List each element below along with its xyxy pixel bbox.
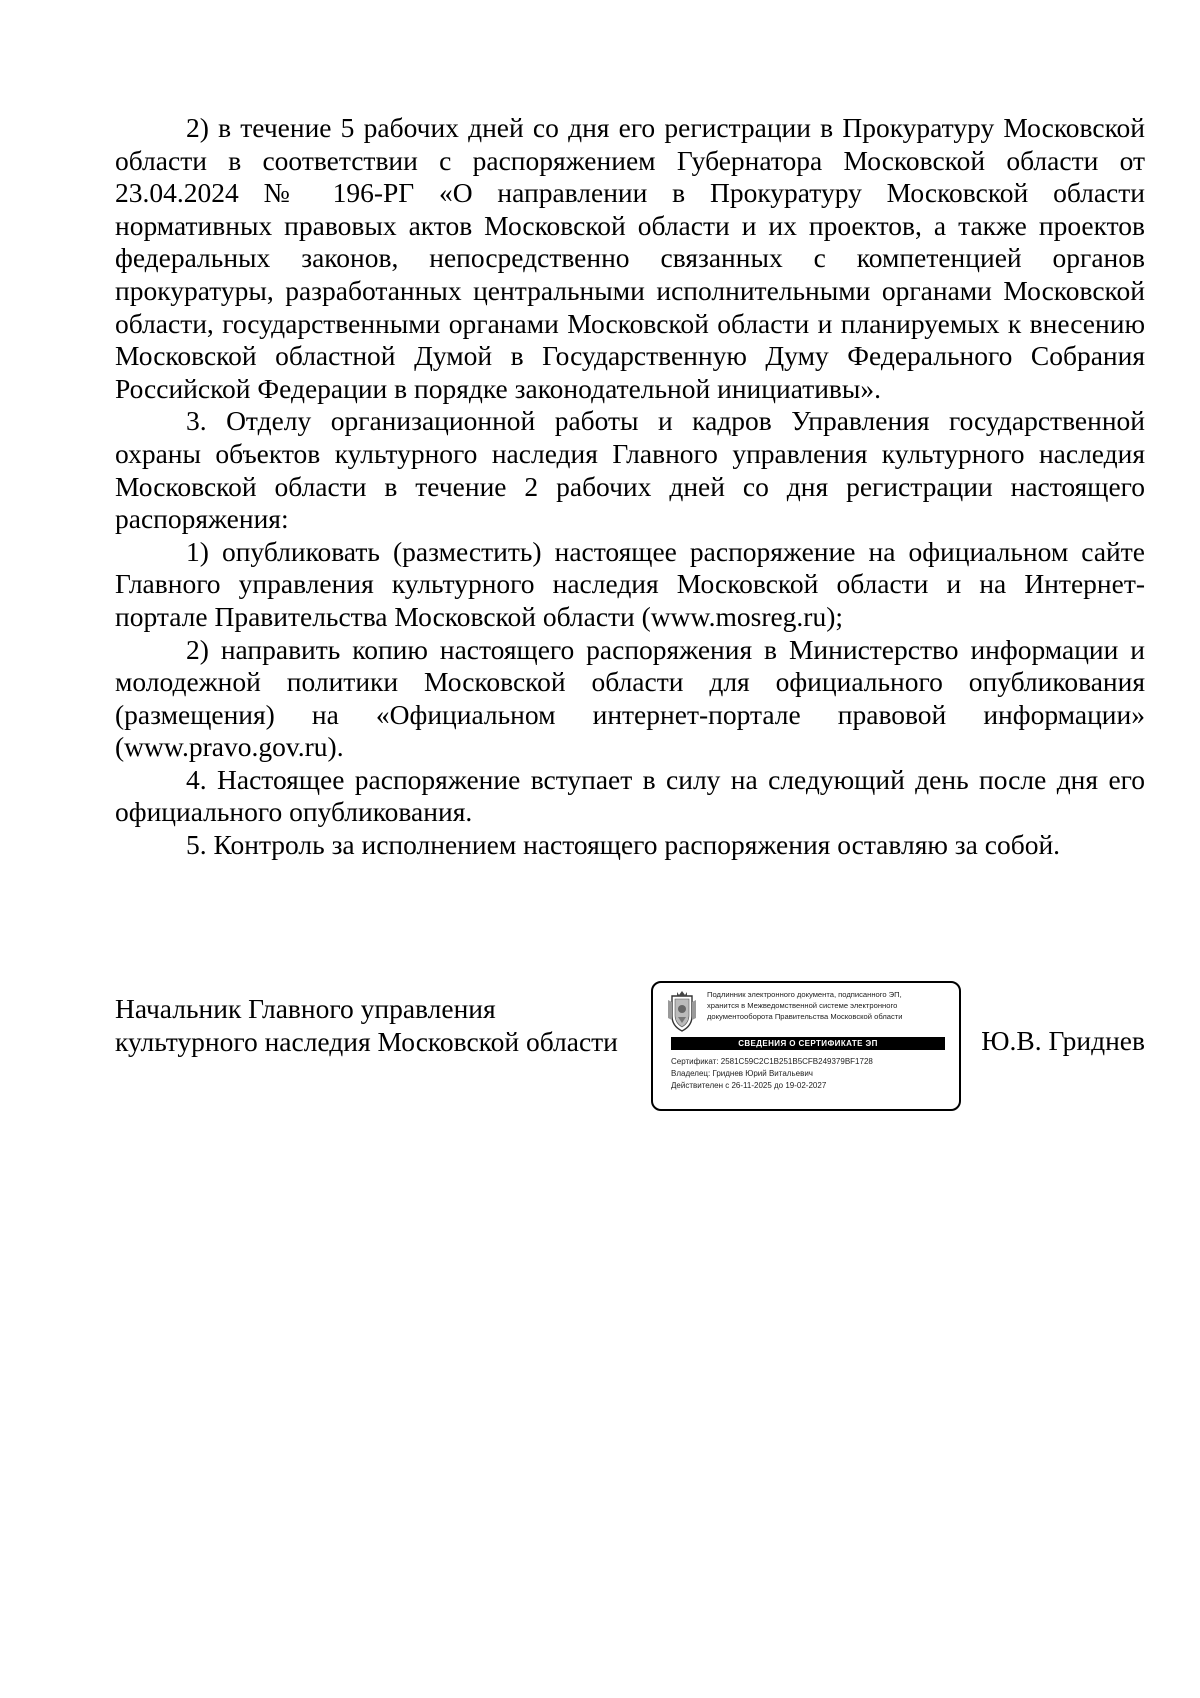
paragraph-item-2-prosecutor: 2) в течение 5 рабочих дней со дня его регистрации в Прокуратуру Московской области в соответствии с распоряжением Губернатора Московской области от 23.04.2024 № 196-РГ «О направлении в Прокуратуру Московской области нормативных правовых актов Московской области и их проектов, а также проектов федеральных законов, непосредственно связанных с компетенцией органов прокуратуры, разработанных центральными исполнительными органами Московской области, государственными органами Московской области и планируемых к внесению Московской областной Думой в Государственную Думу Федерального Собрания Российской Федерации в порядке законодательной инициативы». — [115, 112, 1145, 404]
ep-certificate-validity: Действителен с 26-11-2025 до 19-02-2027 — [671, 1081, 827, 1090]
ep-notice-line-1: Подлинник электронного документа, подписанного ЭП, — [707, 990, 902, 999]
document-body — [115, 112, 1145, 862]
ep-notice-line-3: документооборота Правительства Московской области — [707, 1012, 903, 1021]
signer-name: Ю.В. Гриднев — [981, 1025, 1145, 1056]
ep-notice-text — [707, 989, 957, 1022]
ep-certificate-header: СВЕДЕНИЯ О СЕРТИФИКАТЕ ЭП — [671, 1037, 945, 1050]
electronic-signature-stamp — [651, 981, 961, 1111]
coat-of-arms-icon — [665, 990, 699, 1034]
signer-position-line-2: культурного наследия Московской области — [115, 1025, 618, 1057]
ep-certificate-number: Сертификат: 2581C59C2C1B251B5CFB249379BF1728 — [671, 1057, 873, 1066]
paragraph-point-3: 3. Отделу организационной работы и кадров Управления государственной охраны объектов культурного наследия Главного управления культурного наследия Московской области в течение 2 рабочих дней со дня регистрации настоящего распоряжения: — [115, 405, 1145, 535]
ep-notice-line-2: хранится в Межведомственной системе электронного — [707, 1001, 898, 1010]
signature-block — [115, 990, 1145, 1123]
signer-position — [115, 993, 618, 1058]
signer-position-line-1: Начальник Главного управления — [115, 993, 496, 1024]
paragraph-point-3-item-1: 1) опубликовать (разместить) настоящее распоряжение на официальном сайте Главного управления культурного наследия Московской области и на Интернет-портале Правительства Московской области (www.mosreg.ru); — [115, 535, 1145, 632]
paragraph-point-4: 4. Настоящее распоряжение вступает в силу на следующий день после дня его официального опубликования. — [115, 763, 1145, 828]
paragraph-point-5: 5. Контроль за исполнением настоящего распоряжения оставляю за собой. — [186, 829, 1061, 861]
ep-certificate-details — [671, 1056, 951, 1092]
paragraph-point-3-item-2: 2) направить копию настоящего распоряжения в Министерство информации и молодежной политики Московской области для официального опубликования (размещения) на «Официальном интернет-портале правовой информации» (www.pravo.gov.ru). — [115, 633, 1145, 763]
ep-certificate-owner: Владелец: Гриднев Юрий Витальевич — [671, 1069, 813, 1078]
